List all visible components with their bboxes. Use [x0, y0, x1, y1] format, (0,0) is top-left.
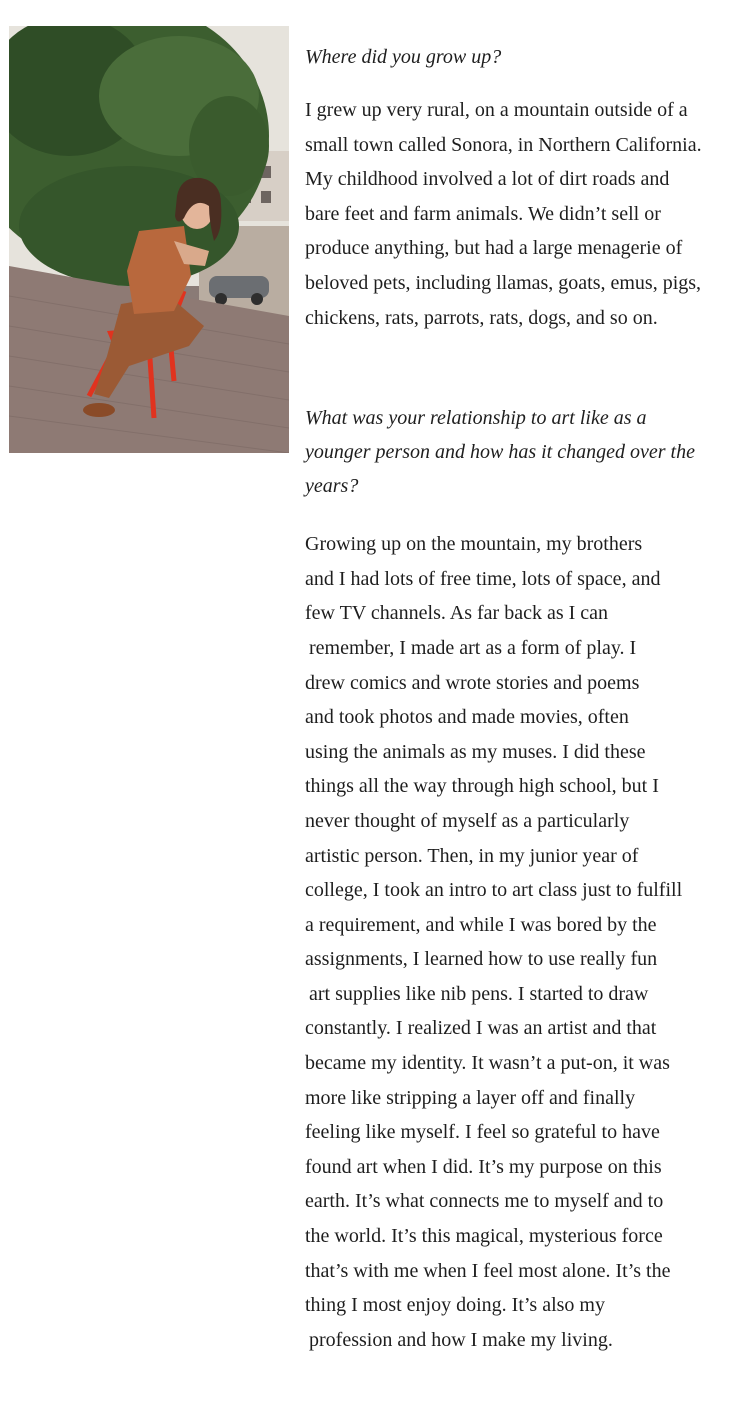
answer-2-line: few TV channels. As far back as I can: [305, 602, 609, 625]
answer-1-line: chickens, rats, parrots, rats, dogs, and so on.: [305, 306, 658, 329]
answer-2-line: more like stripping a layer off and finally: [305, 1086, 636, 1109]
answer-1-line: small town called Sonora, in Northern California.: [305, 133, 702, 156]
question-2-line: What was your relationship to art like as a: [305, 407, 647, 430]
answer-2-line: became my identity. It wasn’t a put-on, it was: [305, 1052, 670, 1075]
answer-2-line: the world. It’s this magical, mysterious force: [305, 1225, 663, 1248]
answer-2-line: a requirement, and while I was bored by the: [305, 913, 657, 936]
answer-1-line: bare feet and farm animals. We didn’t sell or: [305, 202, 661, 225]
answer-1-line: I grew up very rural, on a mountain outside of a: [305, 99, 688, 121]
portrait-illustration: [9, 26, 289, 453]
question-2-line: years?: [305, 475, 359, 498]
question-1: Where did you grow up?: [305, 46, 502, 68]
answer-2-line: earth. It’s what connects me to myself and to: [305, 1190, 664, 1213]
answer-2-line: Growing up on the mountain, my brothers: [305, 533, 643, 556]
question-2-line: younger person and how has it changed over the: [305, 441, 695, 464]
answer-2-line: profession and how I make my living.: [309, 1328, 613, 1351]
answer-2-line: and I had lots of free time, lots of space, and: [305, 567, 661, 590]
answer-2-line: assignments, I learned how to use really fun: [305, 948, 658, 971]
answer-1-line: My childhood involved a lot of dirt roads and: [305, 168, 670, 191]
answer-2-line: feeling like myself. I feel so grateful to have: [305, 1121, 660, 1144]
interview-text: [305, 40, 745, 1357]
answer-2-line: and took photos and made movies, often: [305, 706, 629, 729]
question-2: [305, 401, 745, 503]
answer-2-line: art supplies like nib pens. I started to draw: [309, 982, 649, 1005]
answer-2-line: using the animals as my muses. I did these: [305, 740, 646, 763]
answer-1: [305, 93, 745, 335]
answer-2-line: artistic person. Then, in my junior year of: [305, 844, 639, 867]
answer-1-line: produce anything, but had a large menagerie of: [305, 237, 683, 260]
answer-2: [305, 527, 745, 1357]
answer-2-line: college, I took an intro to art class just to fulfill: [305, 879, 683, 902]
answer-2-line: that’s with me when I feel most alone. It’s the: [305, 1259, 671, 1282]
answer-2-line: constantly. I realized I was an artist and that: [305, 1017, 657, 1040]
answer-1-line: beloved pets, including llamas, goats, emus, pigs,: [305, 271, 702, 294]
answer-2-line: found art when I did. It’s my purpose on this: [305, 1155, 662, 1178]
answer-2-line: remember, I made art as a form of play. I: [309, 636, 637, 659]
answer-2-line: never thought of myself as a particularly: [305, 809, 630, 832]
answer-2-line: things all the way through high school, but I: [305, 775, 659, 798]
answer-2-line: drew comics and wrote stories and poems: [305, 671, 640, 694]
answer-2-line: thing I most enjoy doing. It’s also my: [305, 1294, 605, 1317]
portrait-photo: [9, 26, 289, 453]
